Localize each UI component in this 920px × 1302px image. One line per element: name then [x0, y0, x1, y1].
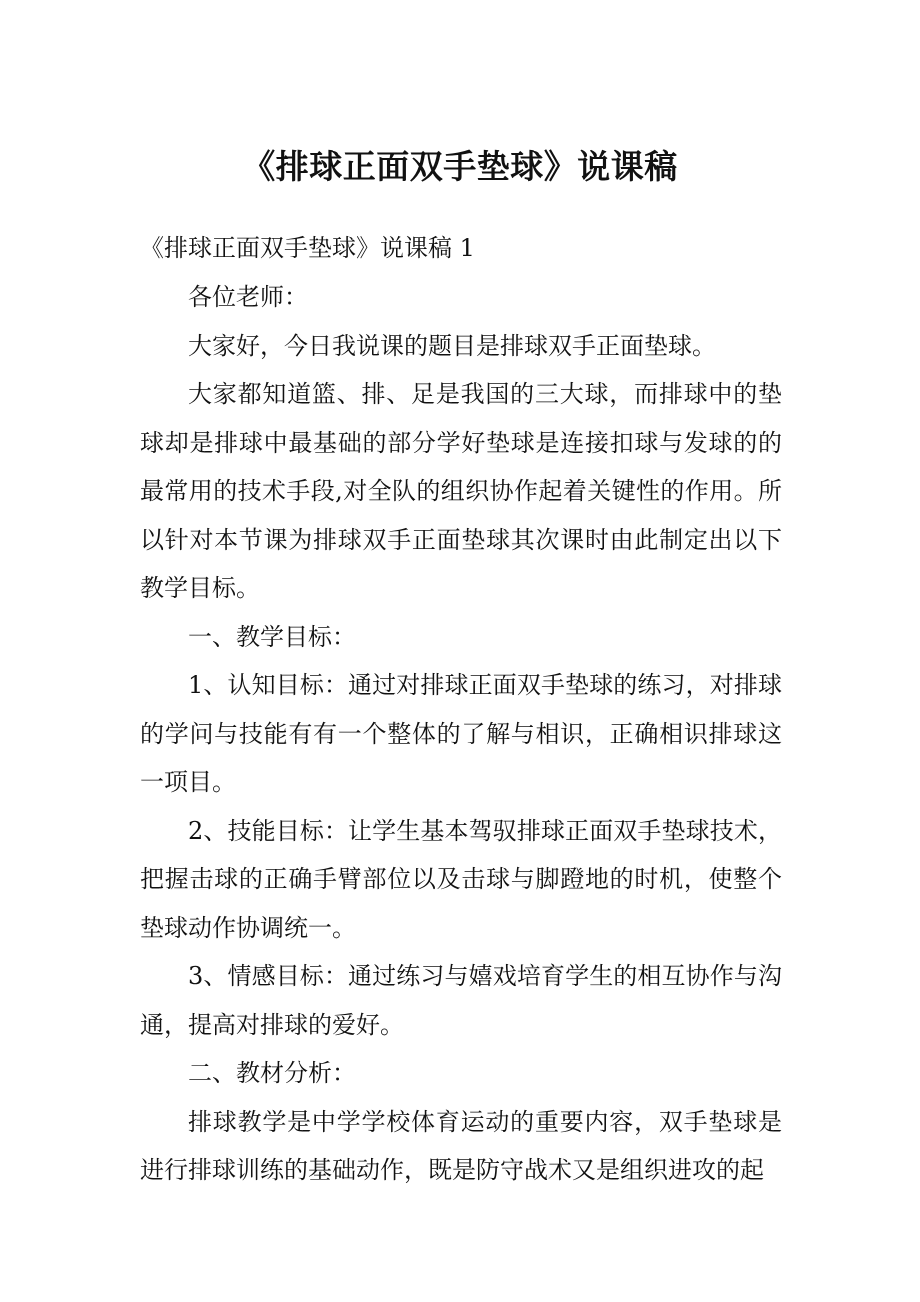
paragraph-intro: 大家好，今日我说课的题目是排球双手正面垫球。 [188, 331, 716, 360]
heading-textbook-analysis: 二、教材分析： [188, 1059, 356, 1087]
document-subtitle: 《排球正面双手垫球》说课稿 1 [140, 234, 475, 262]
paragraph-cognitive-goal: 1、认知目标：通过对排球正面双手垫球的练习，对排球的学问与技能有有一个整体的了解与相识，正确相识排球这一项目。 [140, 671, 782, 796]
document-title: 《排球正面双手垫球》说课稿 [242, 147, 678, 186]
paragraph-textbook-analysis: 排球教学是中学学校体育运动的重要内容，双手垫球是进行排球训练的基础动作，既是防守战术又是组织进攻的起 [140, 1107, 782, 1184]
document-body [140, 273, 782, 1195]
paragraph-emotional-goal: 3、情感目标：通过练习与嬉戏培育学生的相互协作与沟通，提高对排球的爱好。 [140, 962, 782, 1039]
paragraph-greeting: 各位老师： [188, 283, 308, 311]
paragraph-background: 大家都知道篮、排、足是我国的三大球，而排球中的垫球却是排球中最基础的部分学好垫球是连接扣球与发球的的最常用的技术手段,对全队的组织协作起着关键性的作用。所以针对本节课为排球双手正面垫球其次课时由此制定出以下教学目标。 [140, 380, 782, 602]
paragraph-skill-goal: 2、技能目标：让学生基本驾驭排球正面双手垫球技术，把握击球的正确手臂部位以及击球与脚蹬地的时机，使整个垫球动作协调统一。 [140, 816, 782, 942]
heading-teaching-goals: 一、教学目标： [188, 622, 356, 651]
